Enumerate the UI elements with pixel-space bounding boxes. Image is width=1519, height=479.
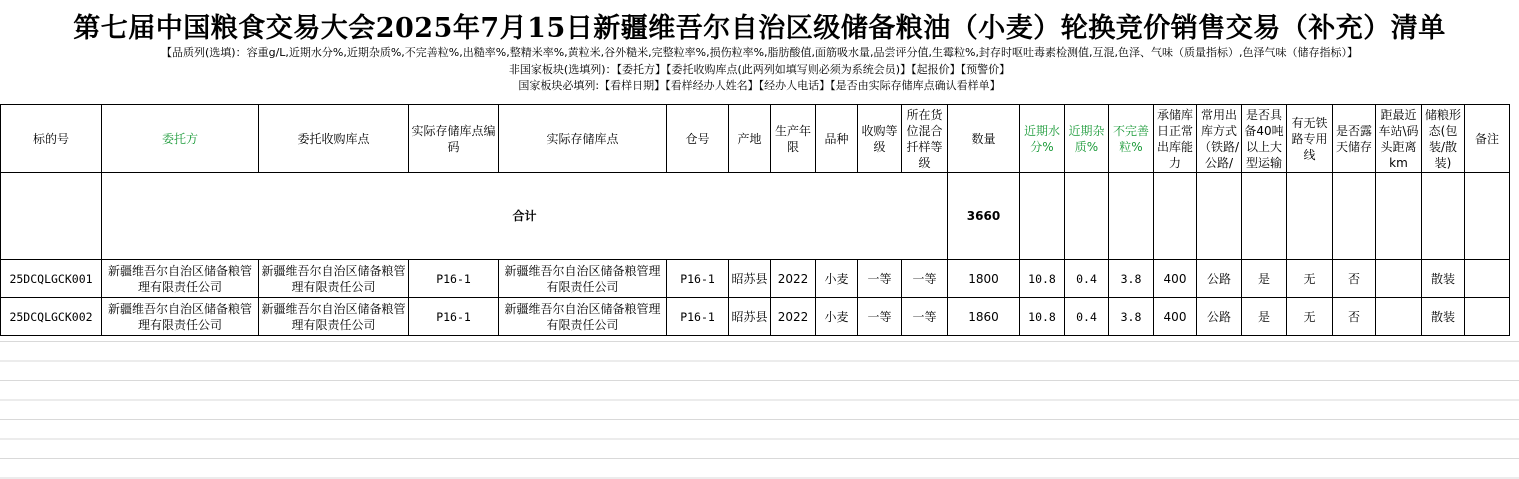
table-cell[interactable]: 新疆维吾尔自治区储备粮管理有限责任公司 [499,260,667,298]
header-cell[interactable]: 承储库日正常出库能力 [1154,105,1197,173]
table-cell[interactable]: 400 [1154,260,1197,298]
table-cell[interactable]: 新疆维吾尔自治区储备粮管理有限责任公司 [499,298,667,336]
table-cell[interactable]: 昭苏县 [729,298,771,336]
table-cell[interactable]: 无 [1287,298,1333,336]
table-cell[interactable]: 3.8 [1109,298,1154,336]
table-cell[interactable]: 新疆维吾尔自治区储备粮管理有限责任公司 [259,298,409,336]
summary-empty-cell[interactable] [1465,173,1510,260]
table-cell[interactable]: 新疆维吾尔自治区储备粮管理有限责任公司 [102,260,259,298]
table-cell[interactable]: 散装 [1422,260,1465,298]
table-cell[interactable] [1376,298,1422,336]
summary-empty-cell[interactable] [1197,173,1242,260]
table-cell[interactable]: 昭苏县 [729,260,771,298]
summary-empty-cell[interactable] [1422,173,1465,260]
quality-columns-note: 【品质列(选填)：容重g/L,近期水分%,近期杂质%,不完善粒%,出糙率%,整精米率%,黄粒米,谷外糙米,完整粒率%,损伤粒率%,脂肪酸值,面筋吸水量,品尝评分值,生霉粒%,封存时呕吐毒素检测值,互混,色泽、气味（质量指标）,色泽气味（储存指标）】 [161,46,1358,59]
summary-row [1,173,1510,260]
table-cell[interactable] [1376,260,1422,298]
listing-table [0,104,1510,336]
summary-quantity[interactable]: 3660 [948,173,1020,260]
header-cell[interactable]: 委托收购库点 [259,105,409,173]
table-cell[interactable]: P16-1 [667,298,729,336]
summary-empty-cell[interactable] [1020,173,1065,260]
table-cell[interactable]: 一等 [858,260,902,298]
page-title: 第七届中国粮食交易大会2025年7月15日新疆维吾尔自治区级储备粮油（小麦）轮换竞价销售交易（补充）清单 [73,13,1446,44]
header-cell[interactable]: 仓号 [667,105,729,173]
summary-empty-cell[interactable] [1287,173,1333,260]
header-cell[interactable]: 不完善粒% [1109,105,1154,173]
header-cell[interactable]: 收购等级 [858,105,902,173]
table-cell[interactable]: 小麦 [816,260,858,298]
table-cell[interactable]: 散装 [1422,298,1465,336]
header-cell[interactable]: 是否露天储存 [1333,105,1376,173]
header-row [1,105,1510,173]
table-cell[interactable]: 新疆维吾尔自治区储备粮管理有限责任公司 [259,260,409,298]
empty-sheet-gridlines [0,341,1519,479]
summary-empty-cell[interactable] [1109,173,1154,260]
header-cell[interactable]: 是否具备40吨以上大型运输 [1242,105,1287,173]
header-cell[interactable]: 生产年限 [771,105,816,173]
summary-empty-cell[interactable] [1242,173,1287,260]
table-cell[interactable]: P16-1 [409,298,499,336]
table-cell[interactable]: P16-1 [667,260,729,298]
table-cell[interactable]: 3.8 [1109,260,1154,298]
non-national-columns-note: 非国家板块(选填列)：【委托方】【委托收购库点(此两列如填写则必须为系统会员)】【起报价】【预警价】 [508,63,1011,76]
table-row [1,298,1510,336]
table-cell[interactable] [1465,298,1510,336]
summary-empty-cell[interactable] [1333,173,1376,260]
summary-empty-cell[interactable] [1154,173,1197,260]
table-cell[interactable]: 400 [1154,298,1197,336]
table-cell[interactable]: 0.4 [1065,260,1109,298]
header-cell[interactable]: 备注 [1465,105,1510,173]
table-cell[interactable]: 无 [1287,260,1333,298]
table-cell[interactable]: 否 [1333,298,1376,336]
table-row [1,260,1510,298]
table-cell[interactable]: 2022 [771,298,816,336]
summary-empty-cell[interactable] [1065,173,1109,260]
header-cell[interactable]: 近期水分% [1020,105,1065,173]
header-cell[interactable]: 近期杂质% [1065,105,1109,173]
header-cell[interactable]: 实际存储库点编码 [409,105,499,173]
table-cell[interactable]: 10.8 [1020,260,1065,298]
header-cell[interactable]: 标的号 [1,105,102,173]
table-cell[interactable]: 一等 [858,298,902,336]
table-cell[interactable]: 公路 [1197,260,1242,298]
table-cell[interactable] [1465,260,1510,298]
table-cell[interactable]: 1800 [948,260,1020,298]
header-cell[interactable]: 品种 [816,105,858,173]
lot-number[interactable]: 25DCQLGCK001 [1,260,102,298]
table-cell[interactable]: 0.4 [1065,298,1109,336]
header-cell[interactable]: 距最近车站\码头距离km [1376,105,1422,173]
table-cell[interactable]: 一等 [902,298,948,336]
table-cell[interactable]: 一等 [902,260,948,298]
header-cell[interactable]: 产地 [729,105,771,173]
table-cell[interactable]: 10.8 [1020,298,1065,336]
header-cell[interactable]: 实际存储库点 [499,105,667,173]
table-cell[interactable]: 公路 [1197,298,1242,336]
header-cell[interactable]: 储粮形态(包装/散装) [1422,105,1465,173]
header-cell[interactable]: 常用出库方式（铁路/公路/ [1197,105,1242,173]
lot-number[interactable]: 25DCQLGCK002 [1,298,102,336]
header-cell[interactable]: 所在货位混合扦样等级 [902,105,948,173]
summary-empty-cell[interactable] [1376,173,1422,260]
table-cell[interactable]: 2022 [771,260,816,298]
table-cell[interactable]: P16-1 [409,260,499,298]
table-cell[interactable]: 否 [1333,260,1376,298]
table-cell[interactable]: 是 [1242,298,1287,336]
summary-label[interactable]: 合计 [102,173,948,260]
national-columns-note: 国家板块必填列:【看样日期】【看样经办人姓名】【经办人电话】【是否由实际存储库点确认看样单】 [518,79,1001,92]
table-cell[interactable]: 新疆维吾尔自治区储备粮管理有限责任公司 [102,298,259,336]
header-cell[interactable]: 数量 [948,105,1020,173]
table-cell[interactable]: 1860 [948,298,1020,336]
header-cell[interactable]: 有无铁路专用线 [1287,105,1333,173]
summary-empty-cell[interactable] [1,173,102,260]
table-cell[interactable]: 是 [1242,260,1287,298]
table-cell[interactable]: 小麦 [816,298,858,336]
header-cell[interactable]: 委托方 [102,105,259,173]
